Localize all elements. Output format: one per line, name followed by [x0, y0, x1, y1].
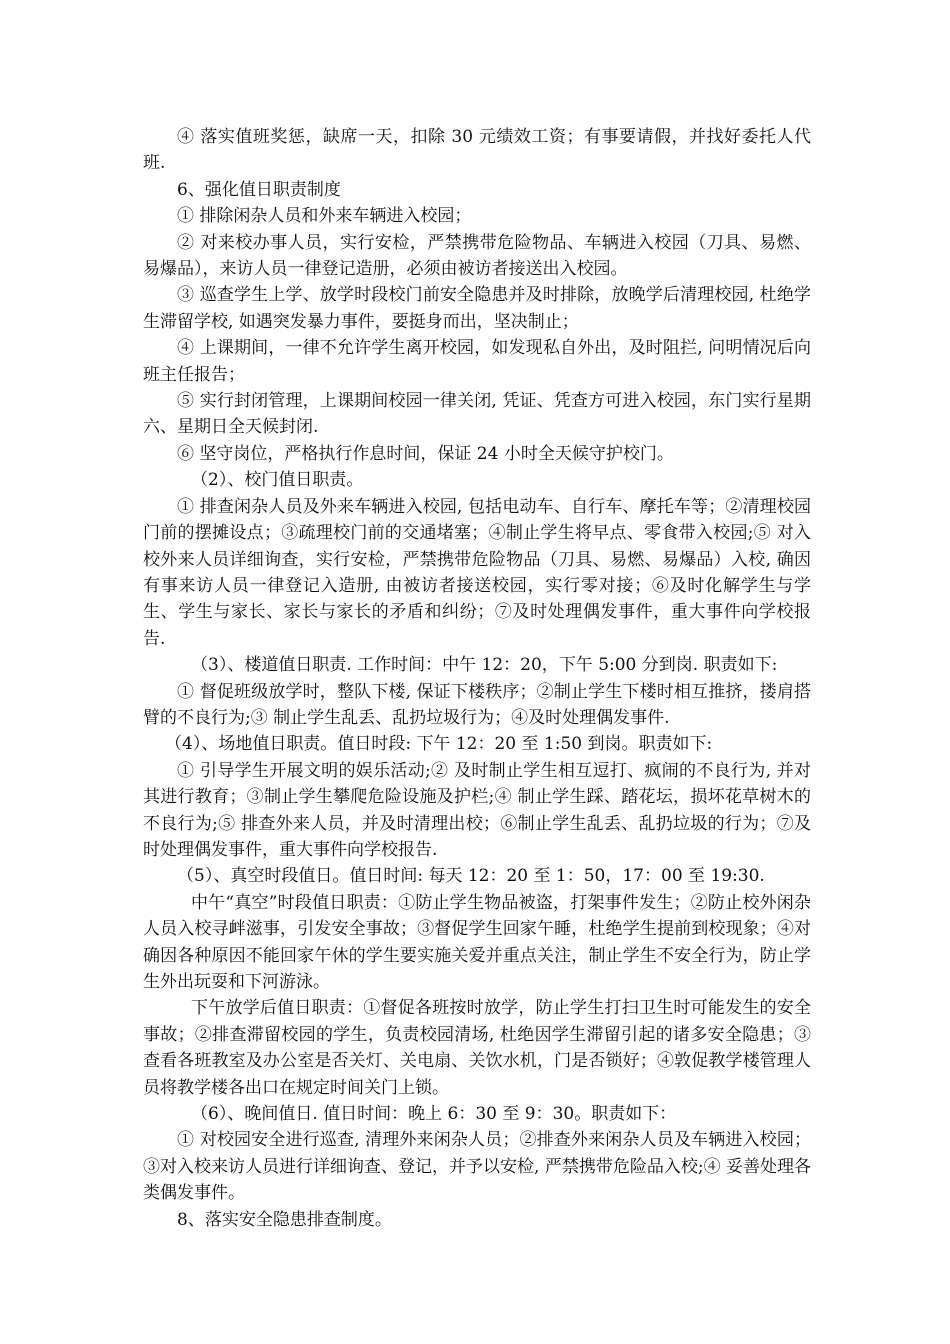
subheading-vacuum-period-duty: （5）、真空时段值日。值日时间: 每天 12：20 至 1：50，17：00 至 19:30. — [177, 866, 765, 887]
subheading-playground-duty: （4）、场地值日职责。值日时段: 下午 12：20 至 1:50 到岗。职责如下: — [165, 734, 713, 755]
paragraph-evening-duty: ① 对校园安全进行巡查, 清理外来闲杂人员；②排查外来闲杂人员及车辆进入校园；③对入校来访人员进行详细询查、登记，并予以安检, 严禁携带危险品入校;④ 妥善处理各类偶发事件。 — [143, 1130, 811, 1204]
paragraph-item-6: ⑥ 坚守岗位，严格执行作息时间，保证 24 小时全天候守护校门。 — [177, 443, 674, 464]
paragraph-item-2: ② 对来校办事人员，实行安检，严禁携带危险物品、车辆进入校园（刀具、易燃、易爆品），来访人员一律登记造册，必须由被访者接送出入校园。 — [143, 232, 811, 280]
paragraph-corridor-duty: ① 督促班级放学时，整队下楼, 保证下楼秩序；②制止学生下楼时相互推挤，搂肩搭臂的不良行为;③ 制止学生乱丢、乱扔垃圾行为；④及时处理偶发事件. — [143, 681, 811, 728]
subheading-corridor-duty: （3）、楼道值日职责. 工作时间：中午 12：20，下午 5:00 分到岗. 职责如下: — [191, 655, 778, 676]
subheading-gate-duty: （2）、校门值日职责。 — [191, 470, 364, 491]
paragraph-reward-punishment: ④ 落实值班奖惩，缺席一天，扣除 30 元绩效工资；有事要请假，并找好委托人代班. — [143, 127, 811, 174]
paragraph-item-1: ① 排除闲杂人员和外来车辆进入校园； — [177, 206, 472, 227]
paragraph-playground-duty: ① 引导学生开展文明的娱乐活动;② 及时制止学生相互逗打、疯闹的不良行为, 并对其进行教育；③制止学生攀爬危险设施及护栏;④ 制止学生踩、踏花坛，损坏花草树木的不良行为;⑤ 排查外来人员，并及时清理出校；⑥制止学生乱丢、乱扔垃圾的行为；⑦及时处理偶发事件，重大事件向学校报告. — [143, 760, 811, 860]
document-body — [143, 124, 811, 1233]
paragraph-item-5: ⑤ 实行封闭管理，上课期间校园一律关闭, 凭证、凭查方可进入校园，东门实行星期六、星期日全天候封闭. — [143, 391, 811, 438]
paragraph-gate-duty: ① 排查闲杂人员及外来车辆进入校园, 包括电动车、自行车、摩托车等；②清理校园门前的摆摊设点；③疏理校门前的交通堵塞；④制止学生将早点、零食带入校园;⑤ 对入校外来人员详细询查，实行安检，严禁携带危险物品（刀具、易燃、易爆品）入校, 确因有事来访人员一律登记入造册, 由被访者接送校园，实行零对接；⑥及时化解学生与学生、学生与家长、家长与家长的矛盾和纠纷；⑦及时处理偶发事件，重大事件向学校报告. — [143, 496, 811, 649]
paragraph-item-4: ④ 上课期间，一律不允许学生离开校园，如发现私自外出，及时阻拦, 问明情况后向班主任报告； — [143, 338, 811, 385]
section-heading-duty-system: 6、强化值日职责制度 — [177, 179, 341, 200]
section-heading-hazard-inspection: 8、落实安全隐患排查制度。 — [177, 1209, 392, 1230]
subheading-evening-duty: （6）、晚间值日. 值日时间：晚上 6：30 至 9：30。职责如下： — [191, 1104, 677, 1125]
paragraph-item-3: ③ 巡查学生上学、放学时段校门前安全隐患并及时排除，放晚学后清理校园, 杜绝学生滞留学校, 如遇突发暴力事件，要挺身而出，坚决制止； — [143, 285, 811, 332]
paragraph-noon-duty: 中午“真空”时段值日职责：①防止学生物品被盗，打架事件发生；②防止校外闲杂人员入校寻衅滋事，引发安全事故；③督促学生回家午睡，杜绝学生提前到校现象；④对确因各种原因不能回家午休的学生要实施关爱并重点关注，制止学生不安全行为，防止学生外出玩耍和下河游泳。 — [143, 892, 811, 992]
paragraph-afternoon-duty: 下午放学后值日职责：①督促各班按时放学，防止学生打扫卫生时可能发生的安全事故；②排查滞留校园的学生，负责校园清场, 杜绝因学生滞留引起的诸多安全隐患；③查看各班教室及办公室是否关灯、关电扇、关饮水机，门是否锁好；④敦促教学楼管理人员将教学楼各出口在规定时间关门上锁。 — [143, 998, 811, 1098]
